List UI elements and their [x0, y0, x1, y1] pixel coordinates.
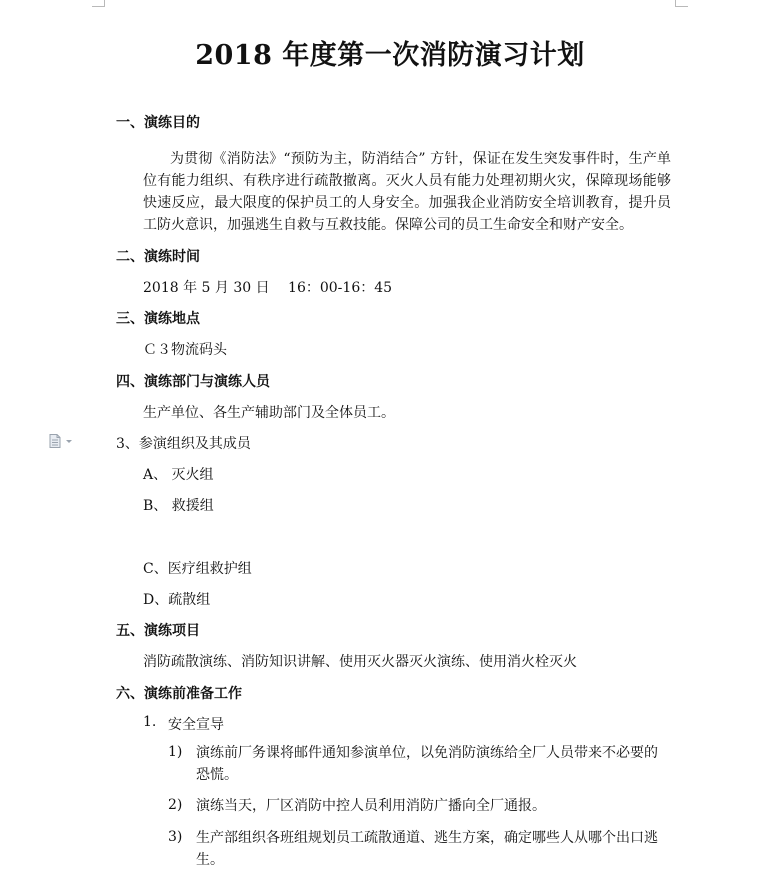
page-corner-mark-left — [92, 0, 105, 7]
subitem-text: 演练当天，厂区消防中控人员利用消防广播向全厂通报。 — [196, 798, 546, 814]
subitem-number: 3) — [168, 829, 183, 845]
group-item-rescue: B、 救援组 — [143, 498, 214, 514]
group-item-medical: C、医疗组救护组 — [143, 561, 252, 577]
drill-items-text: 消防疏散演练、消防知识讲解、使用灭火器灭火演练、使用消火栓灭火 — [143, 654, 577, 670]
heading-purpose: 一、演练目的 — [116, 115, 200, 131]
departments-text: 生产单位、各生产辅助部门及全体员工。 — [143, 405, 395, 421]
group-item-fire: A、 灭火组 — [143, 467, 214, 483]
heading-drill-items: 五、演练项目 — [116, 623, 200, 639]
document-title: 2018 年度第一次消防演习计划 — [195, 40, 585, 71]
heading-departments: 四、演练部门与演练人员 — [116, 374, 270, 390]
prep-item-number: 1. — [143, 714, 157, 730]
heading-preparation: 六、演练前准备工作 — [116, 686, 242, 702]
subitem-number: 1) — [168, 744, 183, 760]
page-corner-mark-right — [675, 0, 688, 7]
location-text: Ｃ３物流码头 — [143, 342, 227, 358]
subitem-text: 生产部组织各班组规划员工疏散通道、逃生方案，确定哪些人从哪个出口逃生。 — [196, 830, 658, 868]
subitem-text: 演练前厂务课将邮件通知参演单位，以免消防演练给全厂人员带来不必要的恐慌。 — [196, 745, 658, 783]
heading-location: 三、演练地点 — [116, 311, 200, 327]
participants-subheading: 3、参演组织及其成员 — [116, 436, 251, 452]
heading-time: 二、演练时间 — [116, 249, 200, 265]
time-text: 2018 年 5 月 30 日 16：00-16：45 — [143, 280, 393, 296]
subitem-number: 2) — [168, 797, 183, 813]
prep-item-label: 安全宣导 — [168, 717, 224, 733]
group-item-evacuation: D、疏散组 — [143, 592, 211, 608]
document-icon[interactable] — [48, 433, 76, 447]
purpose-paragraph: 为贯彻《消防法》“预防为主，防消结合” 方针，保证在发生突发事件时，生产单位有能力组织、有秩序进行疏散撤离。灭火人员有能力处理初期火灾，保障现场能够快速反应，最大限度的保护员工的人身安全。加强我企业消防安全培训教育，提升员工防火意识，加强逃生自救与互救技能。保障公司的员工生命安全和财产安全。 — [143, 151, 671, 233]
